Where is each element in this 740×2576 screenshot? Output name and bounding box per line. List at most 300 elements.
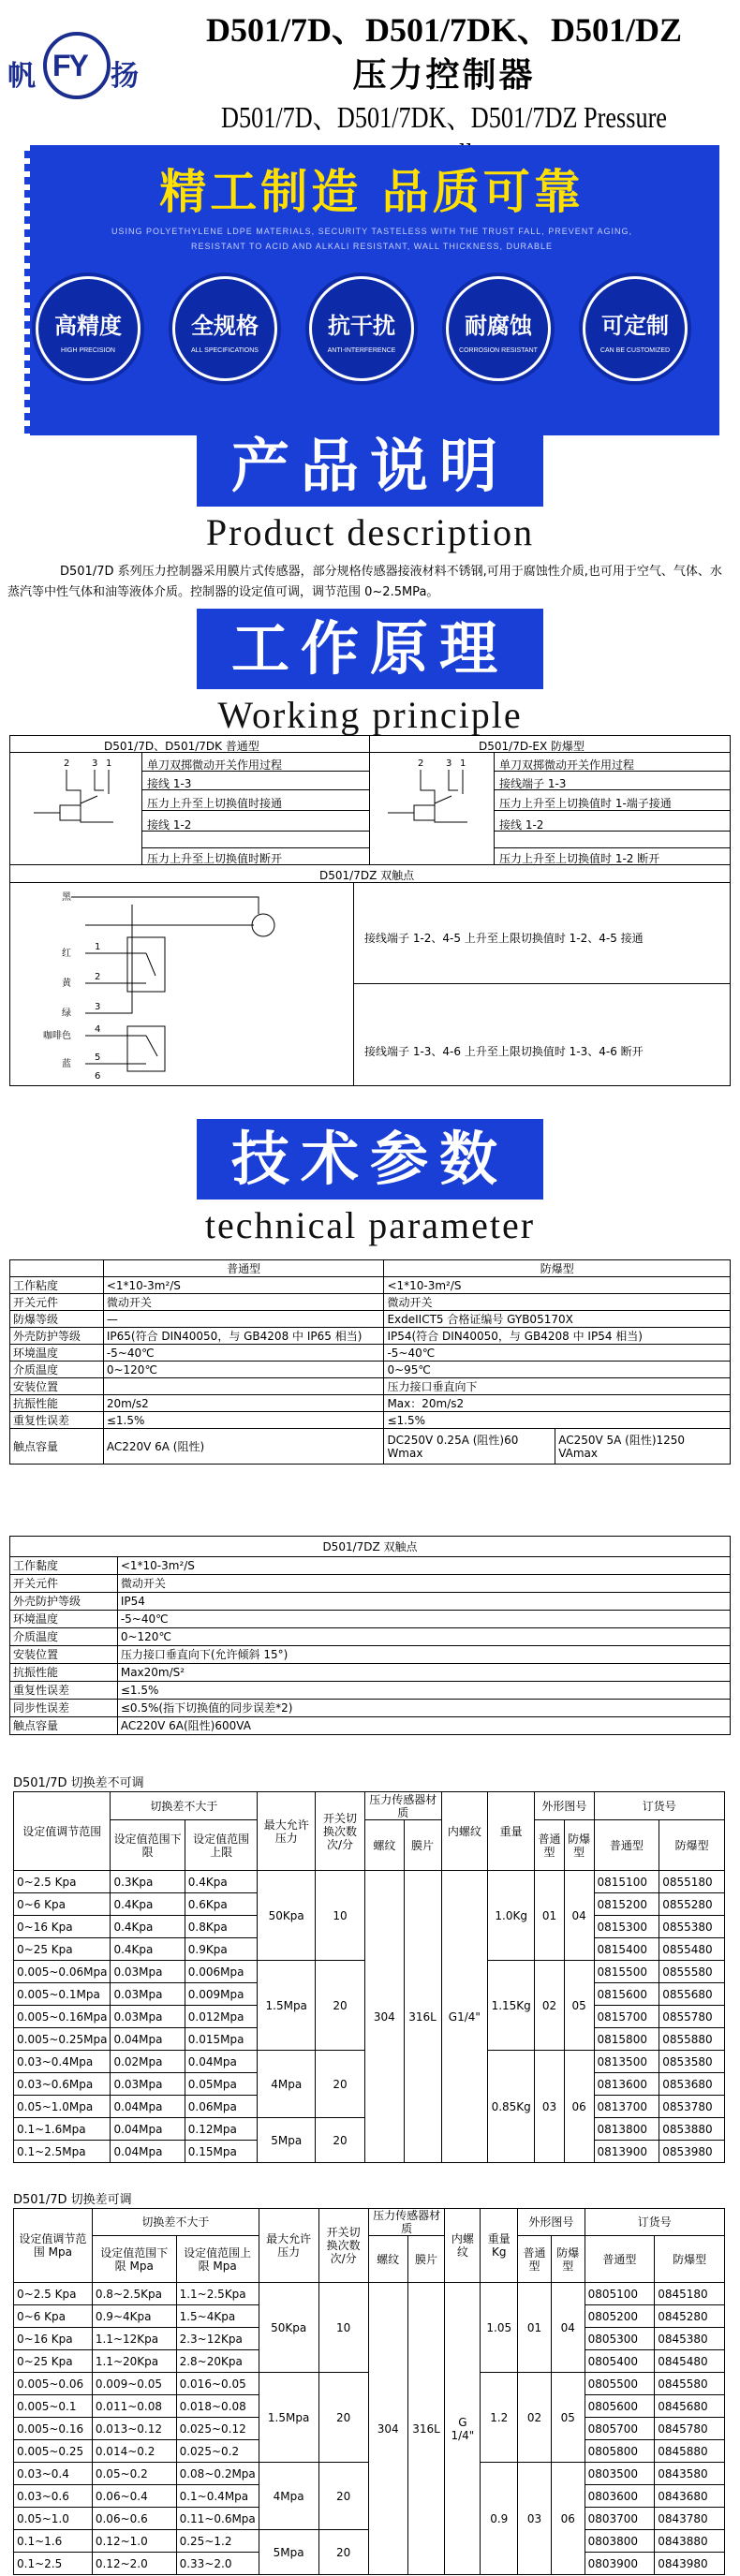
h-range: 设定值调节范围 Mpa <box>14 2209 93 2283</box>
table-row <box>14 2283 725 2305</box>
param-key: 安装位置 <box>10 1378 104 1395</box>
dz-table-title: D501/7DZ 双触点 <box>10 1537 731 1557</box>
param-value: <1*10-3m²/S <box>117 1557 730 1575</box>
table4-body <box>14 2283 725 2575</box>
cell-order-normal: 0813600 <box>594 2073 659 2096</box>
principle-right-row: 接线 1-2 <box>499 818 544 832</box>
param-ex: IP54(符合 DIN40050，与 GB4208 中 IP54 相当) <box>384 1328 731 1345</box>
table-row <box>10 1294 731 1311</box>
cell-order-ex: 0855880 <box>659 2028 725 2051</box>
principle-right-row: 压力上升至上切换值时 1-端子接通 <box>499 797 672 810</box>
h-screw: 螺纹 <box>365 1820 405 1871</box>
cell-range: 0.005~0.1 <box>14 2395 93 2418</box>
cell-order-ex: 0843780 <box>655 2508 725 2530</box>
param-ex: ≤1.5% <box>384 1412 731 1429</box>
section-product-subtitle: Product description <box>205 511 535 553</box>
h-range: 设定值调节范围 <box>14 1792 111 1871</box>
param-normal <box>103 1378 384 1395</box>
cell-maxp: 50Kpa <box>259 2283 318 2373</box>
cell-high: 0.06Mpa <box>185 2096 258 2118</box>
section-working <box>197 609 543 749</box>
cell-high: 0.009Mpa <box>185 1983 258 2006</box>
head-ex: 防爆型 <box>384 1260 731 1277</box>
cell-high: 1.1~2.5Kpa <box>176 2283 259 2305</box>
cell-shape-normal: 03 <box>535 2051 565 2163</box>
cell-order-normal: 0805200 <box>585 2305 655 2328</box>
table-row <box>10 1717 731 1735</box>
cell-range: 0.05~1.0Mpa <box>14 2096 111 2118</box>
table-row <box>10 1378 731 1395</box>
cell-low: 0.3Kpa <box>111 1871 185 1893</box>
cell-range: 0~16 Kpa <box>14 1916 111 1938</box>
cell-low: 1.1~12Kpa <box>92 2328 176 2350</box>
cell-low: 0.04Mpa <box>111 2028 185 2051</box>
param-key: 安装位置 <box>10 1646 118 1664</box>
dz-wiring-diagram <box>15 886 343 1082</box>
cell-film: 316L <box>407 2283 445 2575</box>
pin-label: 3 <box>95 1002 101 1012</box>
param-ex: 压力接口垂直向下 <box>384 1378 731 1395</box>
table-row <box>10 1628 731 1646</box>
cell-times: 20 <box>318 2530 368 2575</box>
title-models: D501/7D、D501/7DK、D501/DZ <box>205 11 682 49</box>
table-row <box>10 1395 731 1412</box>
cell-low: 0.12~1.0 <box>92 2530 176 2553</box>
principle-left-row: 接线 1-2 <box>147 818 192 832</box>
cell-high: 0.33~2.0 <box>176 2553 259 2575</box>
cell-order-normal: 0803800 <box>585 2530 655 2553</box>
cell-range: 0~6 Kpa <box>14 2305 93 2328</box>
param-normal: 0~120℃ <box>103 1362 384 1378</box>
table-row <box>10 1328 731 1345</box>
cell-low: 0.03Mpa <box>111 2006 185 2028</box>
cell <box>10 1465 731 1483</box>
cell-high: 0.15Mpa <box>185 2141 258 2163</box>
feature-anti-interference <box>305 276 418 398</box>
cell <box>10 1260 104 1277</box>
param-key: 重复性误差 <box>10 1412 104 1429</box>
feature-label-en: HIGH PRECISION <box>61 347 115 354</box>
table-row <box>10 1311 731 1328</box>
table-row <box>10 1682 731 1700</box>
param-value: 压力接口垂直向下(允许倾斜 15°) <box>117 1646 730 1664</box>
h-order-ex: 防爆型 <box>655 2236 725 2283</box>
cell-shape-ex: 04 <box>551 2283 585 2373</box>
cell-order-normal: 0815300 <box>594 1916 659 1938</box>
section-tech <box>197 1119 543 1259</box>
cell-range: 0.005~0.16Mpa <box>14 2006 111 2028</box>
param-normal: AC220V 6A (阻性) <box>103 1429 384 1465</box>
section-tech-title: 技术参数 <box>197 1119 543 1200</box>
h-low: 设定值范围下限 Mpa <box>92 2236 176 2283</box>
banner-slogan-en <box>81 224 663 254</box>
pin-label: 2 <box>64 758 70 769</box>
cell-range: 0.005~0.16 <box>14 2418 93 2440</box>
feature-circle-icon <box>583 276 688 381</box>
pin-label: 3 <box>92 758 98 769</box>
param-key: 工作粘度 <box>10 1277 104 1294</box>
principle-left-row: 接线 1-3 <box>147 777 192 790</box>
cell-order-ex: 0845280 <box>655 2305 725 2328</box>
feature-label-en: CAN BE CUSTOMIZED <box>599 347 671 354</box>
cell-times: 20 <box>316 2118 365 2163</box>
h-times: 开关切换次数次/分 <box>318 2209 368 2283</box>
principle-right-row: 压力上升至上切换值时 1-2 断开 <box>499 852 660 865</box>
param-key: 工作黏度 <box>10 1557 118 1575</box>
cell-order-normal: 0803500 <box>585 2463 655 2485</box>
cell-range: 0~2.5 Kpa <box>14 1871 111 1893</box>
table3-body <box>14 1871 725 2163</box>
param-value: 0~120℃ <box>117 1628 730 1646</box>
cell-weight: 0.9 <box>481 2463 518 2575</box>
product-description: D501/7D 系列压力控制器采用膜片式传感器，部分规格传感器接液材料不锈钢,可用于腐蚀性介质,也可用于空气、气体、水蒸汽等中性气体和油等液体介质。控制器的设定值可调，调节范围 0~2.5MPa。 <box>7 565 722 599</box>
cell-maxp: 1.5Mpa <box>259 2373 318 2463</box>
cell-high: 1.5~4Kpa <box>176 2305 259 2328</box>
cell-screw: 304 <box>365 1871 405 2163</box>
cell-high: 0.4Kpa <box>185 1871 258 1893</box>
pin-label: 2 <box>418 758 424 769</box>
h-low: 设定值范围下限 <box>111 1820 185 1871</box>
param-value: ≤0.5%(指下切换值的同步误差*2) <box>117 1700 730 1717</box>
cell-order-ex: 0855380 <box>659 1916 725 1938</box>
param-ex: 微动开关 <box>384 1294 731 1311</box>
param-value: ≤1.5% <box>117 1682 730 1700</box>
wire-label: 蓝 <box>62 1059 71 1069</box>
section-working-title: 工作原理 <box>197 609 543 689</box>
cell-range: 0.03~0.4Mpa <box>14 2051 111 2073</box>
h-high: 设定值范围上限 <box>185 1820 258 1871</box>
pin-label: 5 <box>95 1052 101 1063</box>
table-row <box>10 1593 731 1611</box>
cell-order-normal: 0805500 <box>585 2373 655 2395</box>
divider <box>494 847 730 848</box>
h-shape: 外形图号 <box>535 1792 594 1820</box>
param-value: IP54 <box>117 1593 730 1611</box>
cell-high: 0.05Mpa <box>185 2073 258 2096</box>
cell-order-ex: 0855580 <box>659 1961 725 1983</box>
feature-label-en: ALL SPECIFICATIONS <box>191 347 259 354</box>
h-shape-ex: 防爆型 <box>564 1820 594 1871</box>
h-film: 膜片 <box>404 1820 441 1871</box>
param-key: 开关元件 <box>10 1575 118 1593</box>
cell-high: 0.04Mpa <box>185 2051 258 2073</box>
cell-shape-ex: 05 <box>551 2373 585 2463</box>
cell-order-ex: 0845780 <box>655 2418 725 2440</box>
pin-label: 1 <box>460 758 466 769</box>
principle-right-row: 单刀双掷微动开关作用过程 <box>499 758 635 772</box>
wire-label: 咖啡色 <box>43 1031 71 1041</box>
cell-order-normal: 0805700 <box>585 2418 655 2440</box>
feature-label: 高精度 <box>54 313 122 339</box>
cell-high: 0.006Mpa <box>185 1961 258 1983</box>
feature-label: 可定制 <box>601 313 669 339</box>
cell-shape-ex: 06 <box>551 2463 585 2575</box>
cell-range: 0.03~0.6 <box>14 2485 93 2508</box>
cell-order-normal: 0815100 <box>594 1871 659 1893</box>
cell-high: 0.1~0.4Mpa <box>176 2485 259 2508</box>
cell-order-normal: 0813500 <box>594 2051 659 2073</box>
section-tech-subtitle: technical parameter <box>204 1204 536 1246</box>
cell-low: 0.03Mpa <box>111 2073 185 2096</box>
table-row <box>10 1362 731 1378</box>
table4-caption: D501/7D 切换差可调 <box>13 2193 132 2207</box>
cell-low: 0.013~0.12 <box>92 2418 176 2440</box>
order-table-fixed <box>13 1791 725 2163</box>
feature-all-specs <box>169 276 281 398</box>
param-value: -5~40℃ <box>117 1611 730 1628</box>
h-thread: 内螺纹 <box>441 1792 488 1871</box>
param-normal: IP65(符合 DIN40050，与 GB4208 中 IP65 相当) <box>103 1328 384 1345</box>
title-zh: 压力控制器 <box>352 56 536 95</box>
cell-order-normal: 0805100 <box>585 2283 655 2305</box>
param-normal: <1*10-3m²/S <box>103 1277 384 1294</box>
cell-times: 10 <box>316 1871 365 1961</box>
section-working-subtitle: Working principle <box>217 694 523 736</box>
cell-high: 0.015Mpa <box>185 2028 258 2051</box>
cell-maxp: 5Mpa <box>258 2118 316 2163</box>
cell-high: 0.016~0.05 <box>176 2373 259 2395</box>
section-product-title: 产品说明 <box>197 426 543 507</box>
param-key: 外壳防护等级 <box>10 1593 118 1611</box>
cell-order-ex: 0845380 <box>655 2328 725 2350</box>
cell-shape-ex: 06 <box>564 2051 594 2163</box>
cell-times: 20 <box>318 2463 368 2530</box>
cell-low: 0.4Kpa <box>111 1893 185 1916</box>
h-shape-normal: 普通型 <box>535 1820 565 1871</box>
table-row <box>10 1700 731 1717</box>
cell-low: 0.03Mpa <box>111 1961 185 1983</box>
param-key: 介质温度 <box>10 1628 118 1646</box>
cell-high: 0.11~0.6Mpa <box>176 2508 259 2530</box>
cell-order-ex: 0855180 <box>659 1871 725 1893</box>
param-ex: DC250V 0.25A (阻性)60 Wmax <box>384 1429 555 1465</box>
cell-range: 0.005~0.1Mpa <box>14 1983 111 2006</box>
cell-low: 0.04Mpa <box>111 2141 185 2163</box>
h-weight: 重量 Kg <box>481 2209 518 2283</box>
param-key: 重复性误差 <box>10 1682 118 1700</box>
cell-low: 0.06~0.4 <box>92 2485 176 2508</box>
cell-order-normal: 0803700 <box>585 2508 655 2530</box>
cell-order-ex: 0853680 <box>659 2073 725 2096</box>
table3-caption: D501/7D 切换差不可调 <box>13 1776 144 1790</box>
principle-left-row: 压力上升至上切换值时接通 <box>147 797 283 810</box>
cell-range: 0.1~2.5Mpa <box>14 2141 111 2163</box>
divider <box>10 752 730 753</box>
cell-low: 0.02Mpa <box>111 2051 185 2073</box>
cell-order-normal: 0815500 <box>594 1961 659 1983</box>
h-shape: 外形图号 <box>518 2209 585 2236</box>
h-diff: 切换差不大于 <box>111 1792 258 1820</box>
banner-slogan-en-line2: RESISTANT TO ACID AND ALKALI RESISTANT, WALL THICKNESS, DURABLE <box>191 242 553 251</box>
h-weight: 重量 <box>488 1792 535 1871</box>
cell-range: 0~16 Kpa <box>14 2328 93 2350</box>
cell-shape-ex: 05 <box>564 1961 594 2051</box>
param-key: 环境温度 <box>10 1345 104 1362</box>
h-shape-ex: 防爆型 <box>551 2236 585 2283</box>
logo-right-char: 扬 <box>111 60 139 93</box>
head-normal: 普通型 <box>103 1260 384 1277</box>
cell-order-normal: 0805800 <box>585 2440 655 2463</box>
table-row <box>10 1646 731 1664</box>
table-row <box>10 1611 731 1628</box>
cell-low: 0.06~0.6 <box>92 2508 176 2530</box>
cell-range: 0.05~1.0 <box>14 2508 93 2530</box>
cell-order-normal: 0815700 <box>594 2006 659 2028</box>
param-ex: AC250V 5A (阻性)1250 VAmax <box>555 1429 731 1465</box>
cell-times: 20 <box>318 2373 368 2463</box>
param-value: AC220V 6A(阻性)600VA <box>117 1717 730 1735</box>
cell-low: 0.9~4Kpa <box>92 2305 176 2328</box>
order-table-adjustable <box>13 2208 725 2575</box>
cell-order-normal: 0813900 <box>594 2141 659 2163</box>
cell-low: 0.04Mpa <box>111 2096 185 2118</box>
feature-circle-icon <box>172 276 277 381</box>
h-mat: 压力传感器材质 <box>365 1792 441 1820</box>
cell-shape-normal: 02 <box>535 1961 565 2051</box>
cell-order-ex: 0853980 <box>659 2141 725 2163</box>
wire-label: 红 <box>62 949 71 959</box>
cell-times: 20 <box>316 2051 365 2118</box>
cell-shape-normal: 01 <box>518 2283 552 2373</box>
cell-order-ex: 0855780 <box>659 2006 725 2028</box>
cell-range: 0~2.5 Kpa <box>14 2283 93 2305</box>
cell-maxp: 5Mpa <box>259 2530 318 2575</box>
principle-left-row: 单刀双掷微动开关作用过程 <box>147 758 283 772</box>
cell-high: 0.08~0.2Mpa <box>176 2463 259 2485</box>
cell-order-ex: 0845580 <box>655 2373 725 2395</box>
cell-order-normal: 0813700 <box>594 2096 659 2118</box>
cell-high: 0.025~0.12 <box>176 2418 259 2440</box>
cell-order-ex: 0843880 <box>655 2530 725 2553</box>
pin-label: 6 <box>95 1071 101 1082</box>
cell-order-ex: 0845180 <box>655 2283 725 2305</box>
divider <box>353 882 354 1086</box>
param-key: 同步性误差 <box>10 1700 118 1717</box>
param-value: 微动开关 <box>117 1575 730 1593</box>
tech-table-dz <box>9 1536 731 1735</box>
cell-weight: 0.85Kg <box>488 2051 535 2163</box>
feature-customized <box>579 276 691 398</box>
cell-shape-ex: 04 <box>564 1871 594 1961</box>
param-normal: 微动开关 <box>103 1294 384 1311</box>
param-key: 外壳防护等级 <box>10 1328 104 1345</box>
principle-dz-text-1: 接线端子 1-2、4-5 上升至上限切换值时 1-2、4-5 接通 <box>364 932 644 945</box>
cell-order-normal: 0815600 <box>594 1983 659 2006</box>
cell-low: 0.4Kpa <box>111 1916 185 1938</box>
param-key: 触点容量 <box>10 1717 118 1735</box>
param-key: 防爆等级 <box>10 1311 104 1328</box>
h-screw: 螺纹 <box>368 2236 407 2283</box>
feature-circle-icon <box>446 276 551 381</box>
cell-order-ex: 0853580 <box>659 2051 725 2073</box>
h-high: 设定值范围上限 Mpa <box>176 2236 259 2283</box>
principle-right-title: D501/7D-EX 防爆型 <box>479 740 585 753</box>
feature-label-en: CORROSION RESISTANT <box>459 347 538 354</box>
cell-range: 0~6 Kpa <box>14 1893 111 1916</box>
cell-high: 0.9Kpa <box>185 1938 258 1961</box>
title-en: D501/7D、D501/7DK、D501/7DZ Pressure <box>221 100 667 134</box>
table-row <box>10 1429 731 1465</box>
h-film: 膜片 <box>407 2236 445 2283</box>
h-maxp: 最大允许压力 <box>259 2209 318 2283</box>
cell-high: 0.012Mpa <box>185 2006 258 2028</box>
param-key: 介质温度 <box>10 1362 104 1378</box>
h-order: 订货号 <box>594 1792 724 1820</box>
cell-low: 0.04Mpa <box>111 2118 185 2141</box>
param-key: 开关元件 <box>10 1294 104 1311</box>
cell-order-ex: 0845680 <box>655 2395 725 2418</box>
wire-label: 黄 <box>62 979 71 989</box>
param-key: 触点容量 <box>10 1429 104 1465</box>
cell-high: 0.6Kpa <box>185 1893 258 1916</box>
banner-slogan-en-line1: USING POLYETHYLENE LDPE MATERIALS, SECURITY TASTELESS WITH THE TRUST FALL, PREVENT AGING, <box>111 227 633 236</box>
cell-low: 0.03Mpa <box>111 1983 185 2006</box>
param-normal: 20m/s2 <box>103 1395 384 1412</box>
pin-label: 3 <box>446 758 452 769</box>
table-row <box>10 1412 731 1429</box>
cell-screw: 304 <box>368 2283 407 2575</box>
divider <box>141 847 369 848</box>
switch-schematic-right <box>369 757 491 860</box>
brand-logo <box>6 21 141 114</box>
principle-left-title: D501/7D、D501/7DK 普通型 <box>104 740 259 753</box>
cell-order-normal: 0813800 <box>594 2118 659 2141</box>
section-product <box>197 426 543 567</box>
cell-maxp: 4Mpa <box>258 2051 316 2118</box>
h-order: 订货号 <box>585 2209 724 2236</box>
cell-order-normal: 0815200 <box>594 1893 659 1916</box>
cell-order-ex: 0843580 <box>655 2463 725 2485</box>
table-row <box>10 1277 731 1294</box>
page-header <box>0 0 740 140</box>
cell-order-normal: 0803900 <box>585 2553 655 2575</box>
cell-times: 20 <box>316 1961 365 2051</box>
wire-label: 绿 <box>62 1008 71 1019</box>
cell-order-normal: 0805300 <box>585 2328 655 2350</box>
cell-weight: 1.0Kg <box>488 1871 535 1961</box>
pin-label: 4 <box>95 1024 101 1035</box>
table-row <box>10 1557 731 1575</box>
param-key: 环境温度 <box>10 1611 118 1628</box>
cell-low: 0.014~0.2 <box>92 2440 176 2463</box>
feature-label: 全规格 <box>191 313 259 339</box>
cell-high: 2.3~12Kpa <box>176 2328 259 2350</box>
param-normal: — <box>103 1311 384 1328</box>
principle-right-row: 接线端子 1-3 <box>499 777 567 790</box>
cell-order-ex: 0853780 <box>659 2096 725 2118</box>
cell-maxp: 1.5Mpa <box>258 1961 316 2051</box>
wire-label: 黑 <box>62 892 71 903</box>
divider <box>353 983 730 984</box>
cell-high: 0.25~1.2 <box>176 2530 259 2553</box>
feature-label: 抗干扰 <box>328 313 395 339</box>
principle-dz-title: D501/7DZ 双触点 <box>319 869 415 882</box>
cell-high: 0.025~0.2 <box>176 2440 259 2463</box>
h-diff: 切换差不大于 <box>92 2209 259 2236</box>
cell-film: 316L <box>404 1871 441 2163</box>
param-ex: ExdeIICT5 合格证编号 GYB05170X <box>384 1311 731 1328</box>
feature-circle-icon <box>309 276 414 381</box>
param-normal: -5~40℃ <box>103 1345 384 1362</box>
cell-order-ex: 0843680 <box>655 2485 725 2508</box>
cell-high: 2.8~20Kpa <box>176 2350 259 2373</box>
cell-range: 0~25 Kpa <box>14 1938 111 1961</box>
param-ex: <1*10-3m²/S <box>384 1277 731 1294</box>
cell-range: 0.1~1.6 <box>14 2530 93 2553</box>
table-row <box>10 1664 731 1682</box>
cell-high: 0.018~0.08 <box>176 2395 259 2418</box>
cell-order-ex: 0855480 <box>659 1938 725 1961</box>
